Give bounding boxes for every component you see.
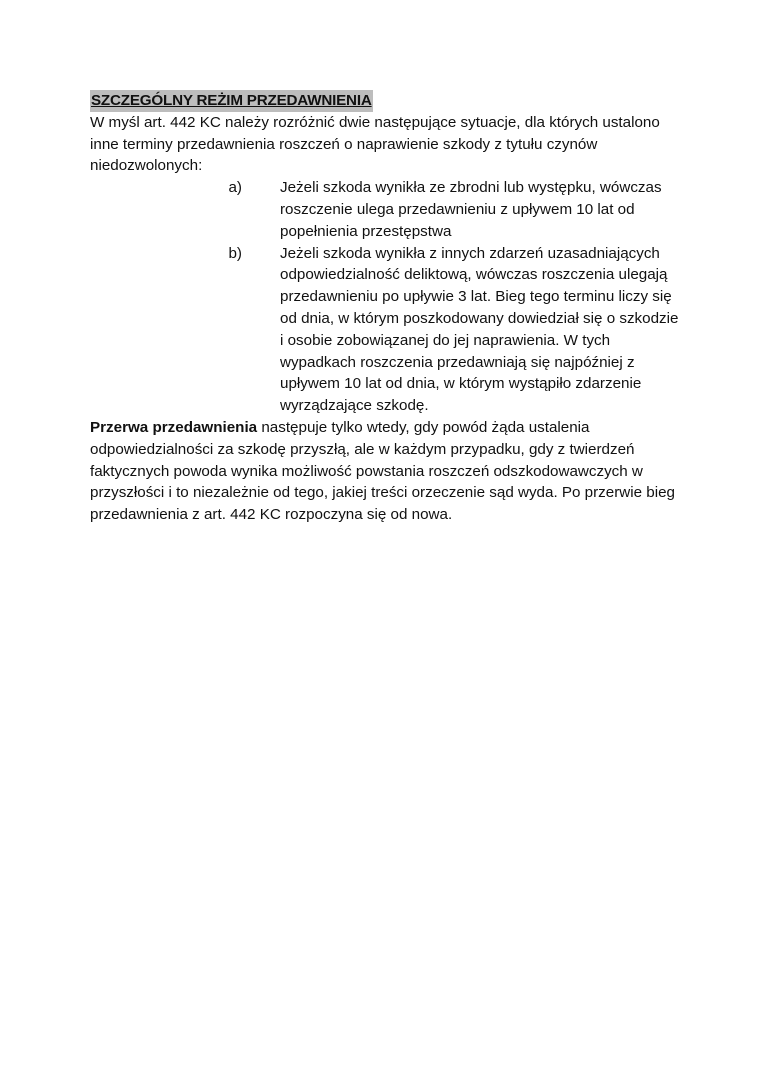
list-marker-a: a) xyxy=(228,179,242,197)
list-item-b xyxy=(228,243,680,417)
section-heading: SZCZEGÓLNY REŻIM PRZEDAWNIENIA xyxy=(90,90,373,112)
list-item-a xyxy=(228,177,680,242)
closing-bold-term: Przerwa przedawnienia xyxy=(90,418,258,436)
list-text-b: Jeżeli szkoda wynikła z innych zdarzeń uzasadniających odpowiedzialność deliktową, wówczas roszczenia ulegają przedawnieniu po upływie 3 lat. Bieg tego terminu liczy się od dnia, w którym poszkodowany dowiedział się o szkodzie i osobie zobowiązanej do jej naprawienia. W tych wypadkach roszczenia przedawniają się najpóźniej z upływem 10 lat od dnia, w którym wystąpiło zdarzenie wyrządzające szkodę. xyxy=(280,244,679,415)
list-text-a: Jeżeli szkoda wynikła ze zbrodni lub występku, wówczas roszczenie ulega przedawnieniu z upływem 10 lat od popełnienia przestępstwa xyxy=(280,179,662,240)
document-content xyxy=(90,90,680,526)
list-marker-b: b) xyxy=(228,244,242,262)
situations-list xyxy=(90,177,680,417)
heading-line xyxy=(90,90,680,112)
intro-paragraph: W myśl art. 442 KC należy rozróżnić dwie następujące sytuacje, dla których ustalono inne terminy przedawnienia roszczeń o naprawienie szkody z tytułu czynów niedozwolonych: xyxy=(90,113,660,175)
closing-text: następuje tylko wtedy, gdy powód żąda ustalenia odpowiedzialności za szkodę przyszłą, ale w każdym przypadku, gdy z twierdzeń faktycznych powoda wynika możliwość powstania roszczeń odszkodowawczych w przyszłości i to niezależnie od tego, jakiej treści orzeczenie sąd wyda. Po przerwie bieg przedawnienia z art. 442 KC rozpoczyna się od nowa. xyxy=(90,418,676,524)
closing-paragraph xyxy=(90,417,680,526)
